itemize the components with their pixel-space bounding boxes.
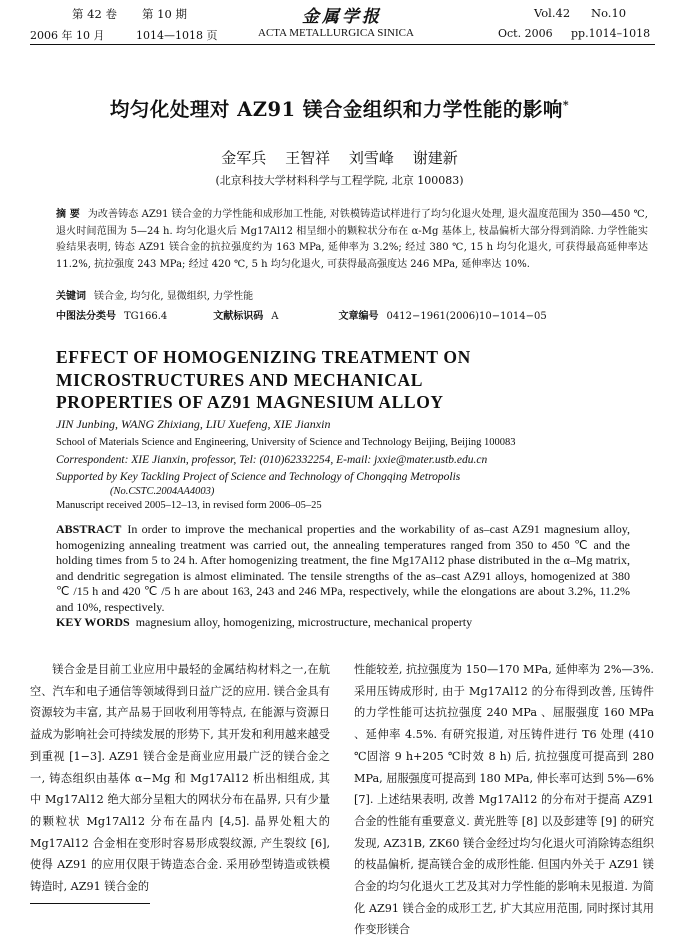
footnote-rule — [30, 903, 150, 904]
author: 谢建新 — [412, 149, 458, 167]
classification-line: 中图法分类号 TG166.4 文献标识码 A 文章编号 0412−1961(2006)10−1014−05 — [56, 311, 547, 322]
volume-cn: 第 42 卷 — [72, 7, 117, 21]
support: Supported by Key Tackling Project of Science and Technology of Chongqing Metropolis — [56, 471, 461, 483]
issue-cn: 第 10 期 — [142, 7, 187, 21]
body-column-right: 性能较差, 抗拉强度为 150—170 MPa, 延伸率为 2%—3%. 采用压铸成形时, 由于 Mg17Al12 的分布得到改善, 压铸件的力学性能可达抗拉强度 240 MPa 、屈服强度 160 MPa 、延伸率 4.5%. 有研究报道, 对压铸件进行 T6 处理 (410 ℃固溶 9 h+205 ℃时效 8 h) 后, 抗拉强度可提高到 280 MPa, 屈服强度可提高到 180 MPa, 伸长率可达到 5%—6% [7]. 上述结果表明, 改善 Mg17Al12 的分布对于提高 AZ91 合金的性能有重要意义. 黄光胜等 [8] 以及彭建等 [9] 的研究发现, AZ31B, ZK60 镁合金经过均匀化退火可消除铸态组织的枝晶偏析, 提高镁合金的成形性能. 但国内外关于 AZ91 镁合金的均匀化退火工艺及其对力学性能的影响未见报道. 为简化 AZ91 镁合金的成形工艺, 扩大其应用范围, 同时探讨其用作变形镁合 — [354, 663, 654, 937]
abstract-cn: 摘 要 为改善铸态 AZ91 镁合金的力学性能和成形加工性能, 对铁模铸造试样进行了均匀化退火处理, 退火温度范围为 350—450 ℃, 退火时间范围为 5—24 h. 均匀化退火后 Mg17Al12 相呈细小的颗粒状分布在 α-Mg 基体上, 枝晶偏析大部分得到消除. 力学性能实验结果表明, 铸态 AZ91 镁合金的抗拉强度约为 163 MPa, 延伸率为 3.2%; 经过 380 ℃, 15 h 均匀化退火, 可获得最高延伸率达 11.2%, 抗拉强度 243 MPa; 经过 420 ℃, 5 h 均匀化退火, 可获得最高强度达 246 MPa, 延伸率达 10%. — [56, 209, 648, 270]
author: 金军兵 — [221, 149, 267, 167]
authors-en: JIN Junbing, WANG Zhixiang, LIU Xuefeng, XIE Jianxin — [56, 417, 331, 431]
affiliation-en: School of Materials Science and Engineering, University of Science and Technology Beijing, Beijing 100083 — [56, 437, 516, 448]
header-rule — [30, 44, 655, 45]
support-number: (No.CSTC.2004AA4003) — [110, 486, 215, 497]
body-column-left: 镁合金是目前工业应用中最轻的金属结构材料之一,在航空、汽车和电子通信等领域得到日益广泛的应用. 镁合金具有资源较为丰富, 其产品易于回收利用等特点, 在能源与资源日益成为影响社会可持续发展的形势下, 其开发和利用越来越受到重视 [1−3]. AZ91 镁合金是商业应用最广泛的镁合金之一, 铸态组织由基体 α−Mg 和 Mg17Al12 析出相组成, 其中 Mg17Al12 绝大部分呈粗大的网状分布在晶界, 只有少量的颗粒状 Mg17Al12 分布在晶内 [4,5]. 晶界处粗大的 Mg17Al12 合金相在变形时容易形成裂纹源, 产生裂纹 [6], 使得 AZ91 的应用仅限于铸造态合金. 采用砂型铸造或铁模铸造时, AZ91 镁合金的 — [30, 663, 330, 894]
keywords-en: KEY WORDS magnesium alloy, homogenizing, microstructure, mechanical property — [56, 615, 473, 629]
correspondent: Correspondent: XIE Jianxin, professor, Tel: (010)62332254, E-mail: jxxie@mater.ustb.edu.cn — [56, 454, 488, 466]
authors-cn — [0, 147, 679, 168]
journal-logo: 金属学报 — [302, 7, 382, 27]
journal-en: ACTA METALLURGICA SINICA — [258, 27, 414, 39]
abstract-en: ABSTRACT In order to improve the mechanical properties and the workability of as–cast AZ91 magnesium alloy, homogenizing annealing treatment was carried out, the annealing temperatures ranged from 350 to 450 ℃ and the holding times from 5 to 24 h. After homogenizing treatment, the fine Mg17Al12 phase distributed in the α–Mg matrix, and dendritic segregation is almost eliminated. The tensile strengths of the as–cast AZ91 alloys, homogenized at 380 ℃ /15 h and 420 ℃ /5 h are about 163, 243 and 246 MPa, respectively, while the elongations are about 3.2%, 11.2% and 10%, respectively. — [56, 522, 630, 614]
title-cn: 均匀化处理对 AZ91 镁合金组织和力学性能的影响* — [109, 98, 570, 121]
date-en: Oct. 2006 — [498, 27, 553, 40]
author: 刘雪峰 — [348, 149, 394, 167]
author: 王智祥 — [285, 149, 331, 167]
pages-cn: 1014—1018 页 — [136, 29, 218, 42]
issue-en: No.10 — [591, 6, 627, 20]
title-en: EFFECT OF HOMOGENIZING TREATMENT ON MICROSTRUCTURES AND MECHANICAL PROPERTIES OF AZ91 MAGNESIUM ALLOY — [56, 347, 471, 412]
volume-en: Vol.42 — [534, 6, 571, 20]
manuscript-dates: Manuscript received 2005–12–13, in revised form 2006–05–25 — [56, 500, 322, 511]
affiliation-cn: (北京科技大学材料科学与工程学院, 北京 100083) — [215, 174, 464, 187]
pages-en: pp.1014–1018 — [571, 27, 651, 40]
date-cn: 2006 年 10 月 — [30, 29, 105, 42]
keywords-cn: 关键词 镁合金, 均匀化, 显微组织, 力学性能 — [56, 291, 254, 302]
